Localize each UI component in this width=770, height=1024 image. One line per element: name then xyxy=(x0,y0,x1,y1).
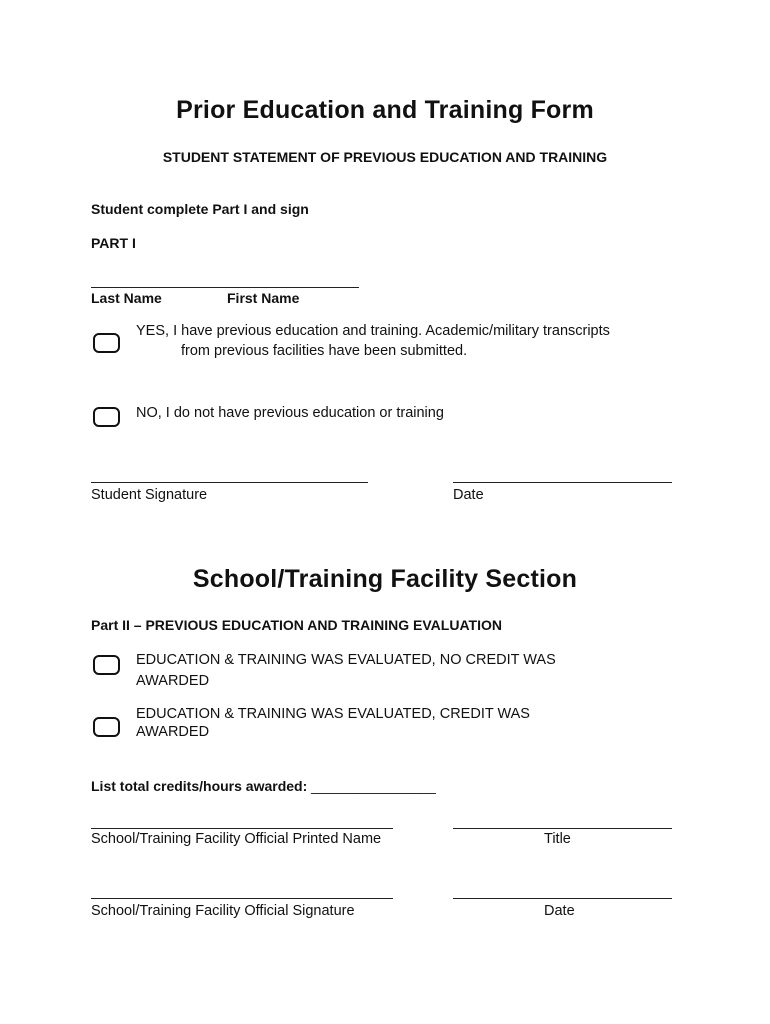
last-name-label: Last Name xyxy=(91,290,162,306)
credit-checkbox[interactable] xyxy=(93,717,120,737)
student-date-line[interactable] xyxy=(453,482,672,483)
part1-label: PART I xyxy=(91,235,136,251)
official-date-line[interactable] xyxy=(453,898,672,899)
credits-awarded-input[interactable]: ________________ xyxy=(311,778,436,794)
page-title: Prior Education and Training Form xyxy=(176,96,594,124)
credits-awarded-label: List total credits/hours awarded: xyxy=(91,778,312,794)
no-credit-text-line2: AWARDED xyxy=(136,673,210,689)
credit-text-line1: EDUCATION & TRAINING WAS EVALUATED, CREDIT WAS xyxy=(136,706,530,722)
official-name-label: School/Training Facility Official Printed Name xyxy=(91,831,382,847)
no-checkbox[interactable] xyxy=(93,407,120,427)
yes-option-text-line2: from previous facilities have been submitted. xyxy=(181,343,468,359)
student-signature-label: Student Signature xyxy=(91,487,208,503)
official-title-line[interactable] xyxy=(453,828,672,829)
page-subtitle: STUDENT STATEMENT OF PREVIOUS EDUCATION AND TRAINING xyxy=(162,149,608,165)
student-signature-line[interactable] xyxy=(91,482,368,483)
yes-option-text-line1: YES, I have previous education and training. Academic/military transcripts xyxy=(136,323,610,339)
no-option-text: NO, I do not have previous education or training xyxy=(136,405,444,421)
credits-awarded-row xyxy=(91,778,436,794)
part1-instruction: Student complete Part I and sign xyxy=(91,201,309,217)
part2-heading: Part II – PREVIOUS EDUCATION AND TRAINING EVALUATION xyxy=(91,617,502,633)
first-name-label: First Name xyxy=(227,290,300,306)
official-signature-label: School/Training Facility Official Signature xyxy=(91,903,355,919)
official-signature-line[interactable] xyxy=(91,898,393,899)
credit-text-line2: AWARDED xyxy=(136,724,210,740)
section-title: School/Training Facility Section xyxy=(192,565,578,593)
student-date-label: Date xyxy=(453,487,484,503)
official-name-line[interactable] xyxy=(91,828,393,829)
yes-checkbox[interactable] xyxy=(93,333,120,353)
no-credit-text-line1: EDUCATION & TRAINING WAS EVALUATED, NO CREDIT WAS xyxy=(136,652,556,668)
official-date-label: Date xyxy=(544,903,575,919)
name-line[interactable] xyxy=(91,287,359,288)
official-title-label: Title xyxy=(544,831,571,847)
no-credit-checkbox[interactable] xyxy=(93,655,120,675)
